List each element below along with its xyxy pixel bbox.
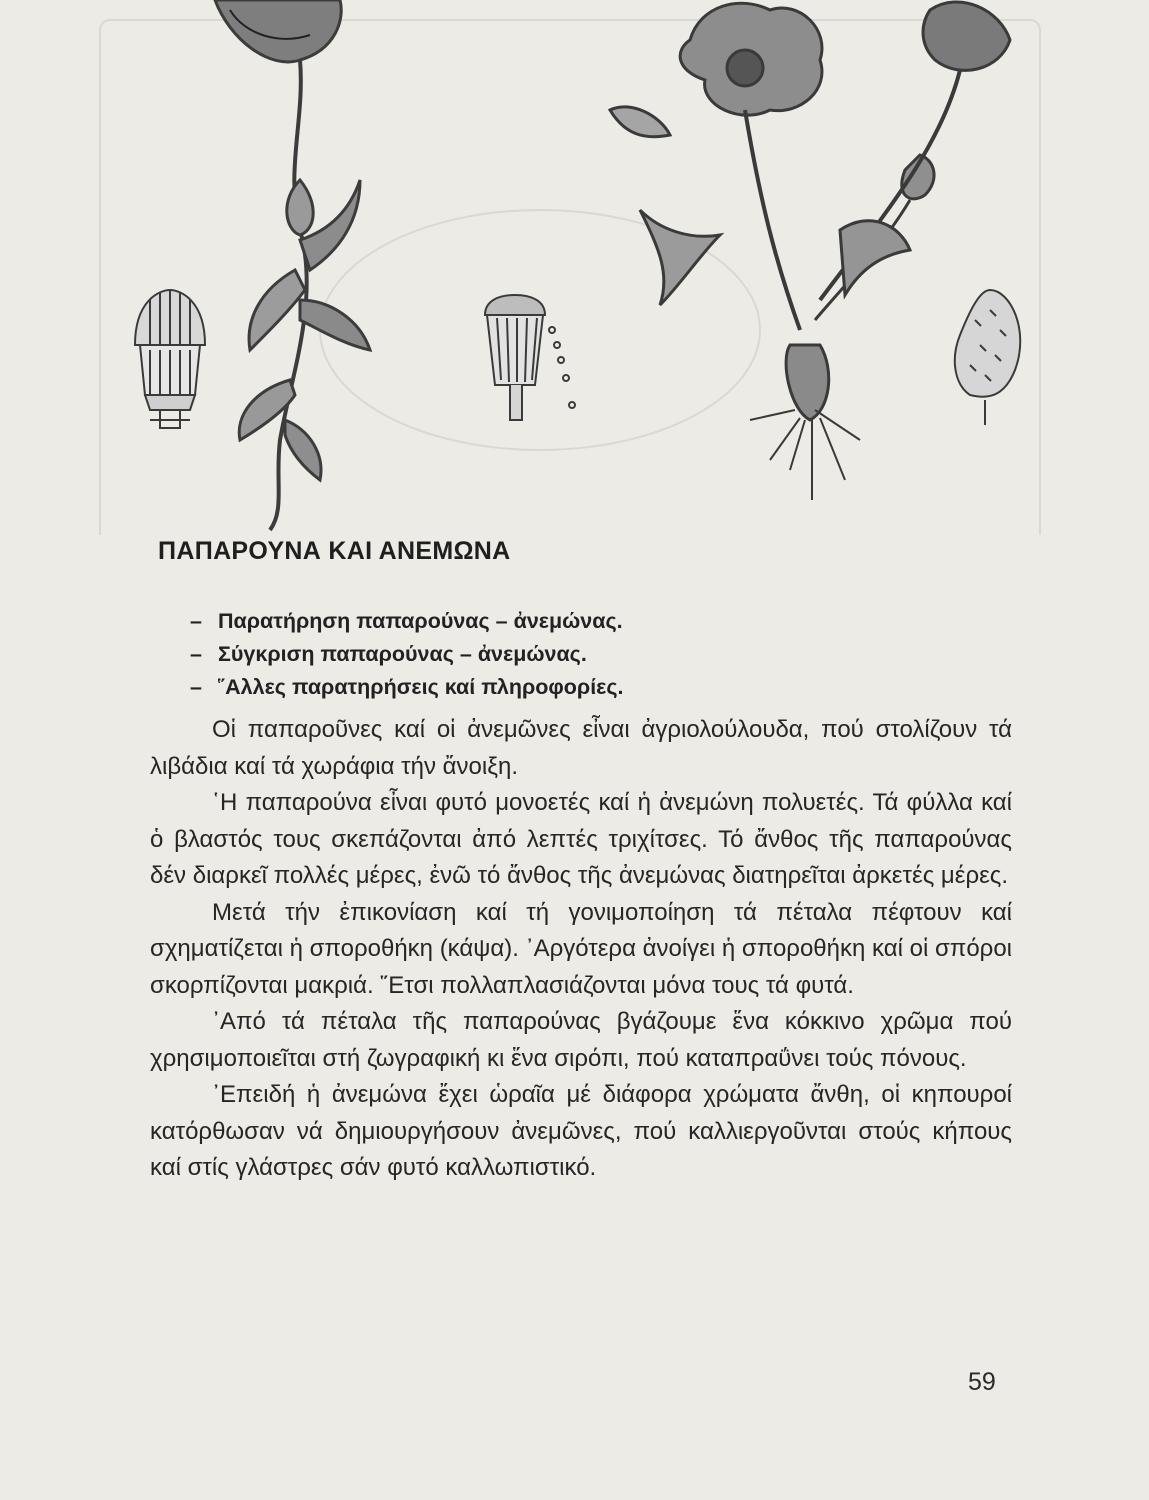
paragraph: Οἱ παπαροῦνες καί οἱ ἀνεμῶνες εἶναι ἀγριολούλουδα, πού στολίζουν τά λιβάδια καί τά χωράφια τήν ἄνοιξη. bbox=[150, 716, 1012, 780]
outline-dash: – bbox=[190, 675, 202, 699]
outline-item-text: ῞Αλλες παρατηρήσεις καί πληροφορίες. bbox=[218, 675, 624, 699]
anemone-leaf bbox=[610, 107, 670, 137]
outline-item-text: Παρατήρηση παπαρούνας – ἀνεμώνας. bbox=[218, 609, 623, 633]
anemone-stem bbox=[745, 110, 800, 330]
outline-dash: – bbox=[190, 609, 202, 633]
poppy-capsule-diagram bbox=[135, 290, 205, 428]
outline-item bbox=[190, 605, 624, 638]
paragraph: ᾿Επειδή ἡ ἀνεμώνα ἔχει ὡραῖα μέ διάφορα χρώματα ἄνθη, οἱ κηπουροί κατόρθωσαν νά δημιουργήσουν ἀνεμῶνες, πού καλλιεργοῦνται στούς κήπους καί στίς γλάστρες σάν φυτό καλλωπιστικό. bbox=[150, 1081, 1012, 1181]
page-number: 59 bbox=[968, 1368, 996, 1396]
body-text bbox=[150, 712, 1012, 1187]
poppy-seed-capsule-diagram bbox=[485, 295, 575, 420]
outline-item bbox=[190, 638, 624, 671]
anemone-leaf bbox=[840, 221, 910, 295]
poppy-leaf bbox=[300, 300, 370, 350]
anemone-plant bbox=[610, 2, 1010, 500]
anemone-seed-head-diagram bbox=[955, 290, 1020, 425]
outline-item-text: Σύγκριση παπαρούνας – ἀνεμώνας. bbox=[218, 642, 587, 666]
outline-dash: – bbox=[190, 642, 202, 666]
paragraph: ῾Η παπαρούνα εἶναι φυτό μονοετές καί ἡ ἀνεμώνη πολυετές. Τά φύλλα καί ὁ βλαστός τους σκεπάζονται ἀπό λεπτές τριχίτσες. Τό ἄνθος τῆς παπαρούνας δέν διαρκεῖ πολλές μέρες, ἐνῶ τό ἄνθος τῆς ἀνεμώνας διατηρεῖται ἀρκετές μέρες. bbox=[150, 789, 1012, 889]
anemone-stem bbox=[820, 70, 960, 300]
poppy-flower-head bbox=[215, 0, 341, 62]
paragraph: Μετά τήν ἐπικονίαση καί τή γονιμοποίηση τά πέταλα πέφτουν καί σχηματίζεται ἡ σποροθήκη (κάψα). ᾿Αργότερα ἀνοίγει ἡ σποροθήκη καί οἱ σπόροι σκορπίζονται μακριά. ῞Ετσι πολλαπλασιάζονται μόνα τους τά φυτά. bbox=[150, 898, 1012, 999]
anemone-flower-side bbox=[923, 2, 1010, 70]
poppy-anemone-illustration bbox=[0, 0, 1149, 535]
outline-item bbox=[190, 671, 624, 704]
chapter-heading: ΠΑΠΑΡΟΥΝΑ ΚΑΙ ΑΝΕΜΩΝΑ bbox=[158, 537, 511, 565]
bleed-through bbox=[100, 20, 1040, 535]
poppy-leaf bbox=[249, 270, 305, 350]
anemone-root bbox=[786, 345, 829, 420]
poppy-leaf bbox=[285, 420, 321, 480]
lesson-outline bbox=[190, 605, 624, 704]
poppy-bud bbox=[287, 180, 313, 235]
poppy-plant bbox=[215, 0, 370, 530]
anemone-leaf bbox=[640, 210, 720, 305]
paragraph: ᾿Από τά πέταλα τῆς παπαρούνας βγάζουμε ἕνα κόκκινο χρῶμα πού χρησιμοποιεῖται στή ζωγραφική κι ἕνα σιρόπι, πού καταπραΰνει τούς πόνους. bbox=[150, 1008, 1012, 1072]
